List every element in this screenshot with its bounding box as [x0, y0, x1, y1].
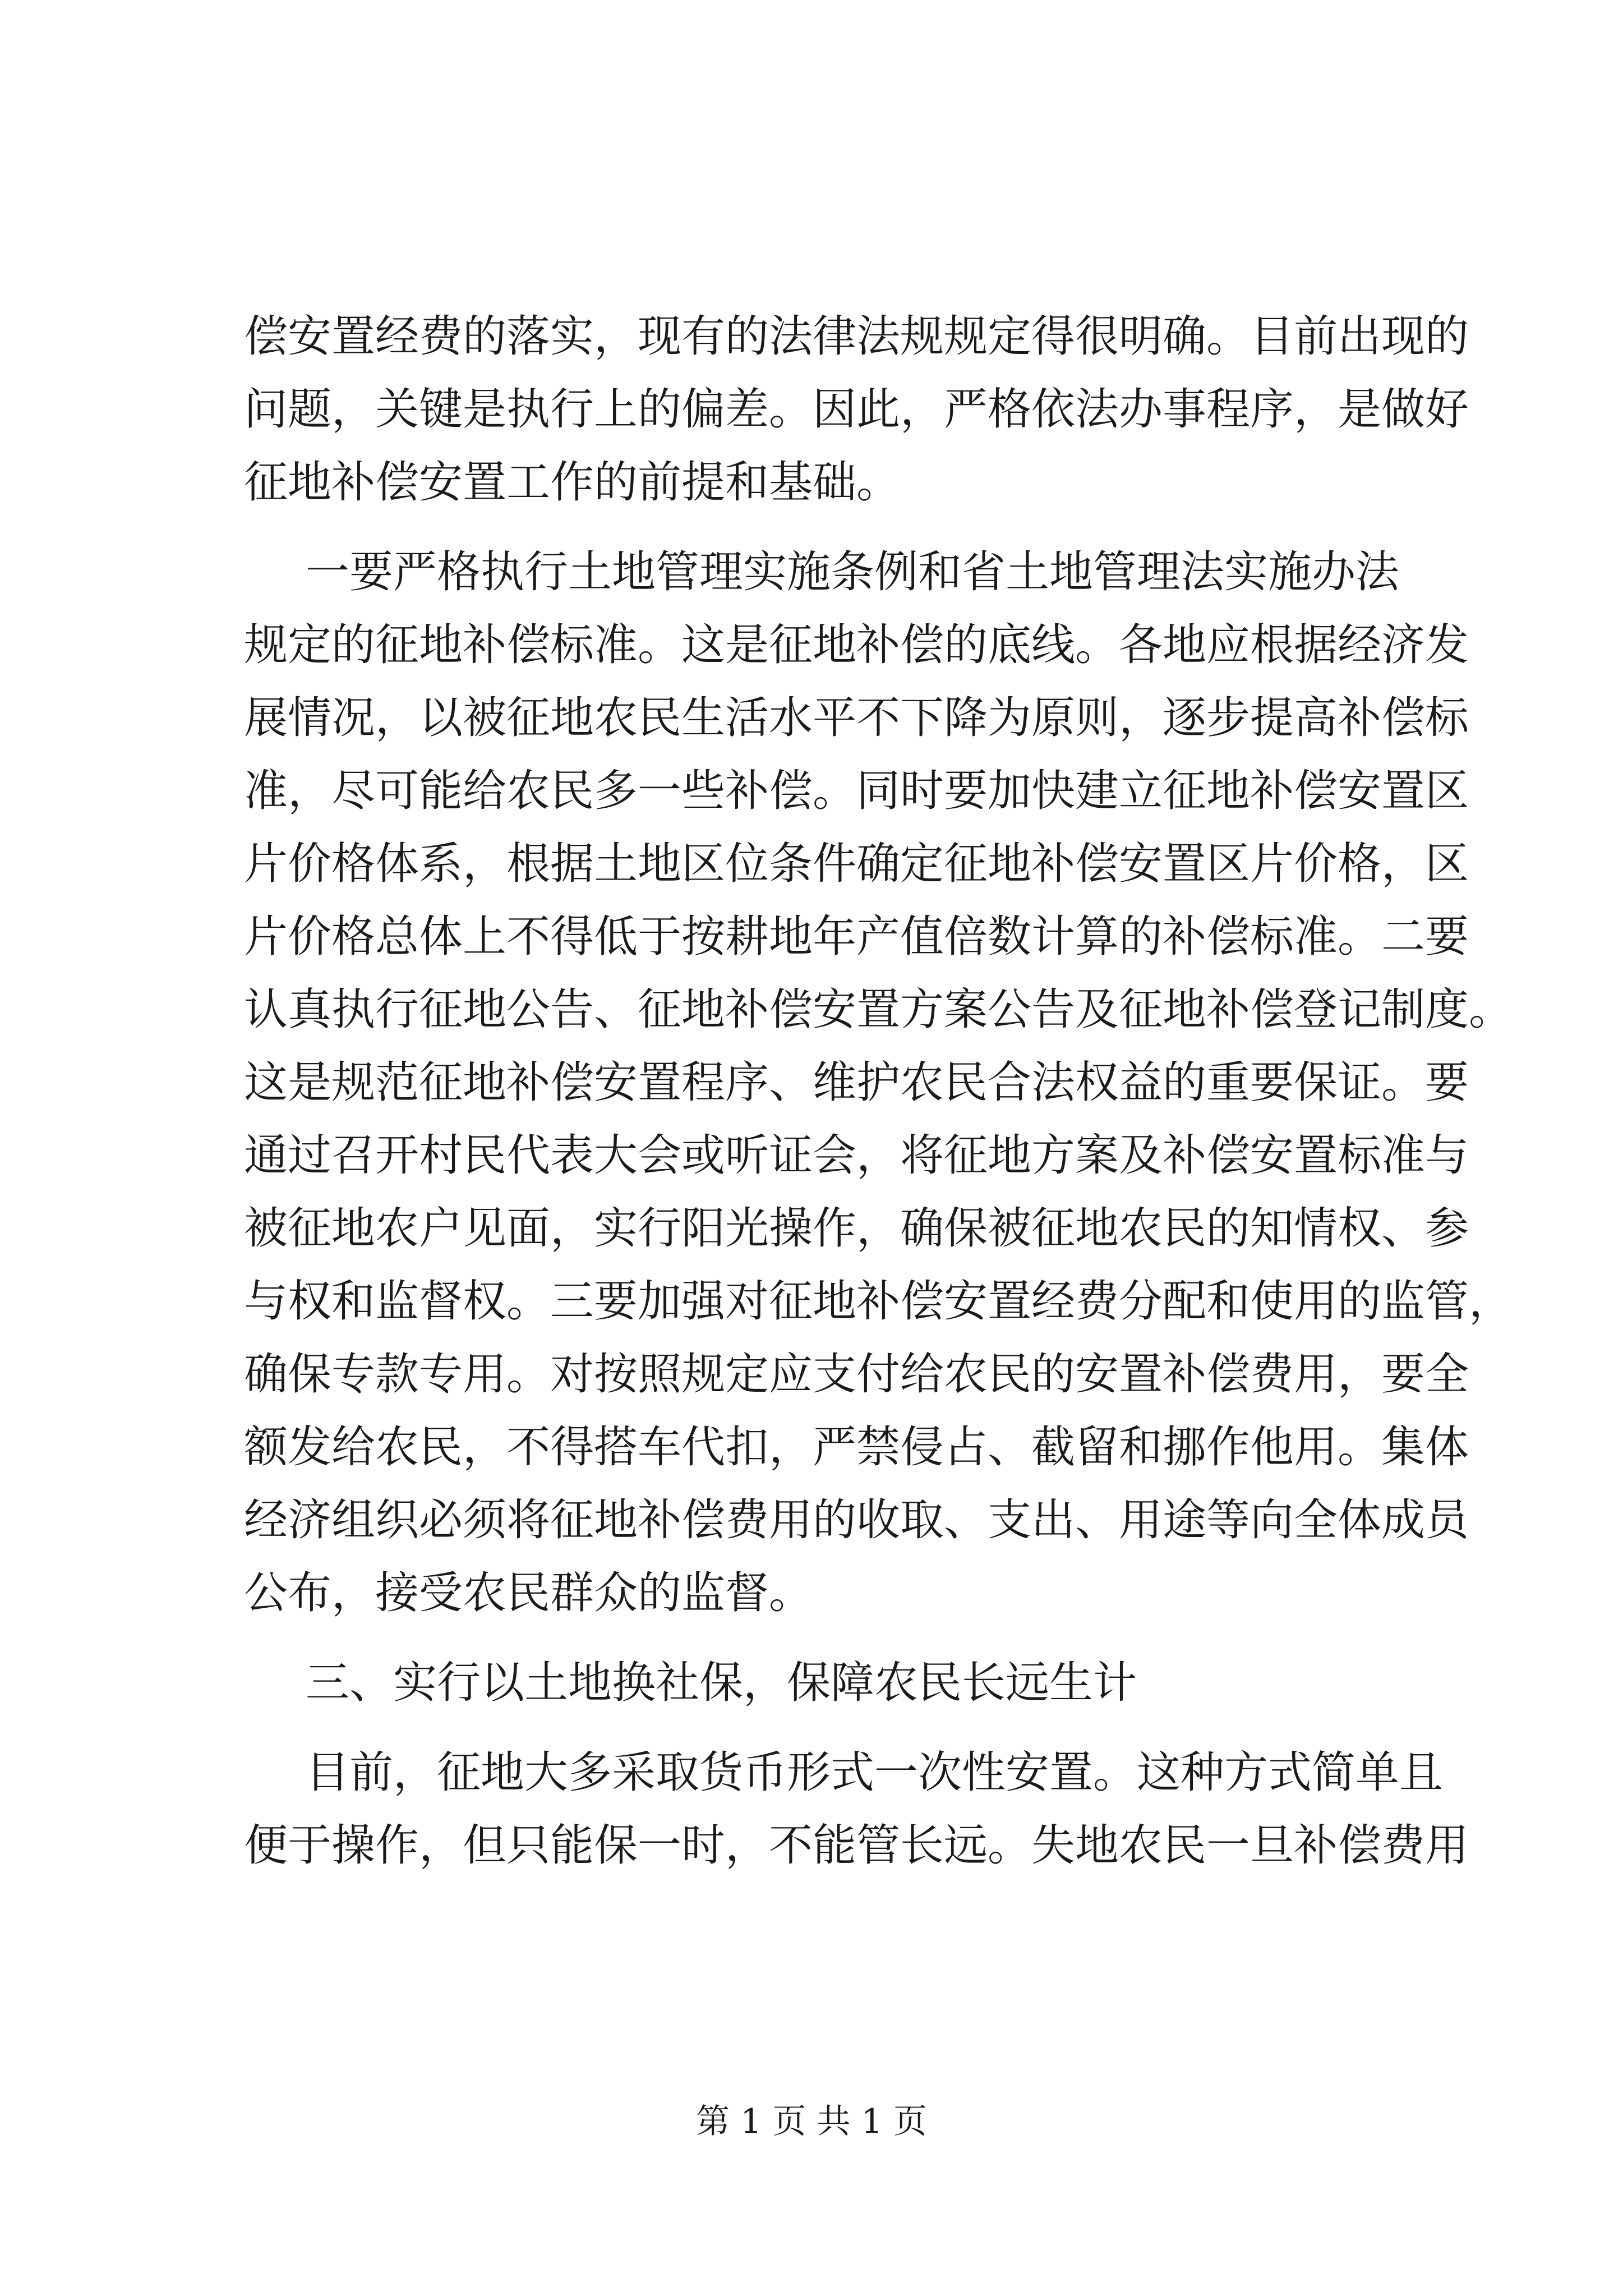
text-line: 确保专款专用。对按照规定应支付给农民的安置补偿费用，要全: [244, 1349, 1469, 1400]
text-line: 目前，征地大多采取货币形式一次性安置。这种方式简单且: [306, 1747, 1444, 1798]
text-line: 便于操作，但只能保一时，不能管长远。失地农民一旦补偿费用: [244, 1820, 1469, 1871]
text-line: 规定的征地补偿标准。这是征地补偿的底线。各地应根据经济发: [244, 620, 1469, 670]
text-line: 经济组织必须将征地补偿费用的收取、支出、用途等向全体成员: [244, 1495, 1469, 1545]
text-line: 认真执行征地公告、征地补偿安置方案公告及征地补偿登记制度。: [244, 984, 1513, 1035]
section-heading: 三、实行以土地换社保，保障农民长远生计: [306, 1658, 1137, 1708]
text-line: 片价格总体上不得低于按耕地年产值倍数计算的补偿标准。二要: [244, 912, 1469, 962]
text-line: 额发给农民，不得搭车代扣，严禁侵占、截留和挪作他用。集体: [244, 1422, 1469, 1473]
text-line: 问题，关键是执行上的偏差。因此，严格依法办事程序，是做好: [244, 384, 1469, 435]
text-line: 公布，接受农民群众的监督。: [244, 1568, 813, 1618]
text-line: 准，尽可能给农民多一些补偿。同时要加快建立征地补偿安置区: [244, 766, 1469, 816]
text-line: 展情况，以被征地农民生活水平不下降为原则，逐步提高补偿标: [244, 693, 1469, 743]
text-line: 征地补偿安置工作的前提和基础。: [244, 457, 901, 508]
text-line: 偿安置经费的落实，现有的法律法规规定得很明确。目前出现的: [244, 311, 1469, 362]
text-line: 通过召开村民代表大会或听证会，将征地方案及补偿安置标准与: [244, 1130, 1469, 1181]
text-line: 这是规范征地补偿安置程序、维护农民合法权益的重要保证。要: [244, 1057, 1469, 1108]
text-line: 一要严格执行土地管理实施条例和省土地管理法实施办法: [306, 547, 1400, 597]
page-footer: 第 1 页 共 1 页: [696, 2102, 927, 2141]
text-line: 被征地农户见面，实行阳光操作，确保被征地农民的知情权、参: [244, 1203, 1469, 1254]
text-line: 片价格体系，根据土地区位条件确定征地补偿安置区片价格，区: [244, 839, 1469, 889]
text-line: 与权和监督权。三要加强对征地补偿安置经费分配和使用的监管，: [244, 1276, 1513, 1327]
